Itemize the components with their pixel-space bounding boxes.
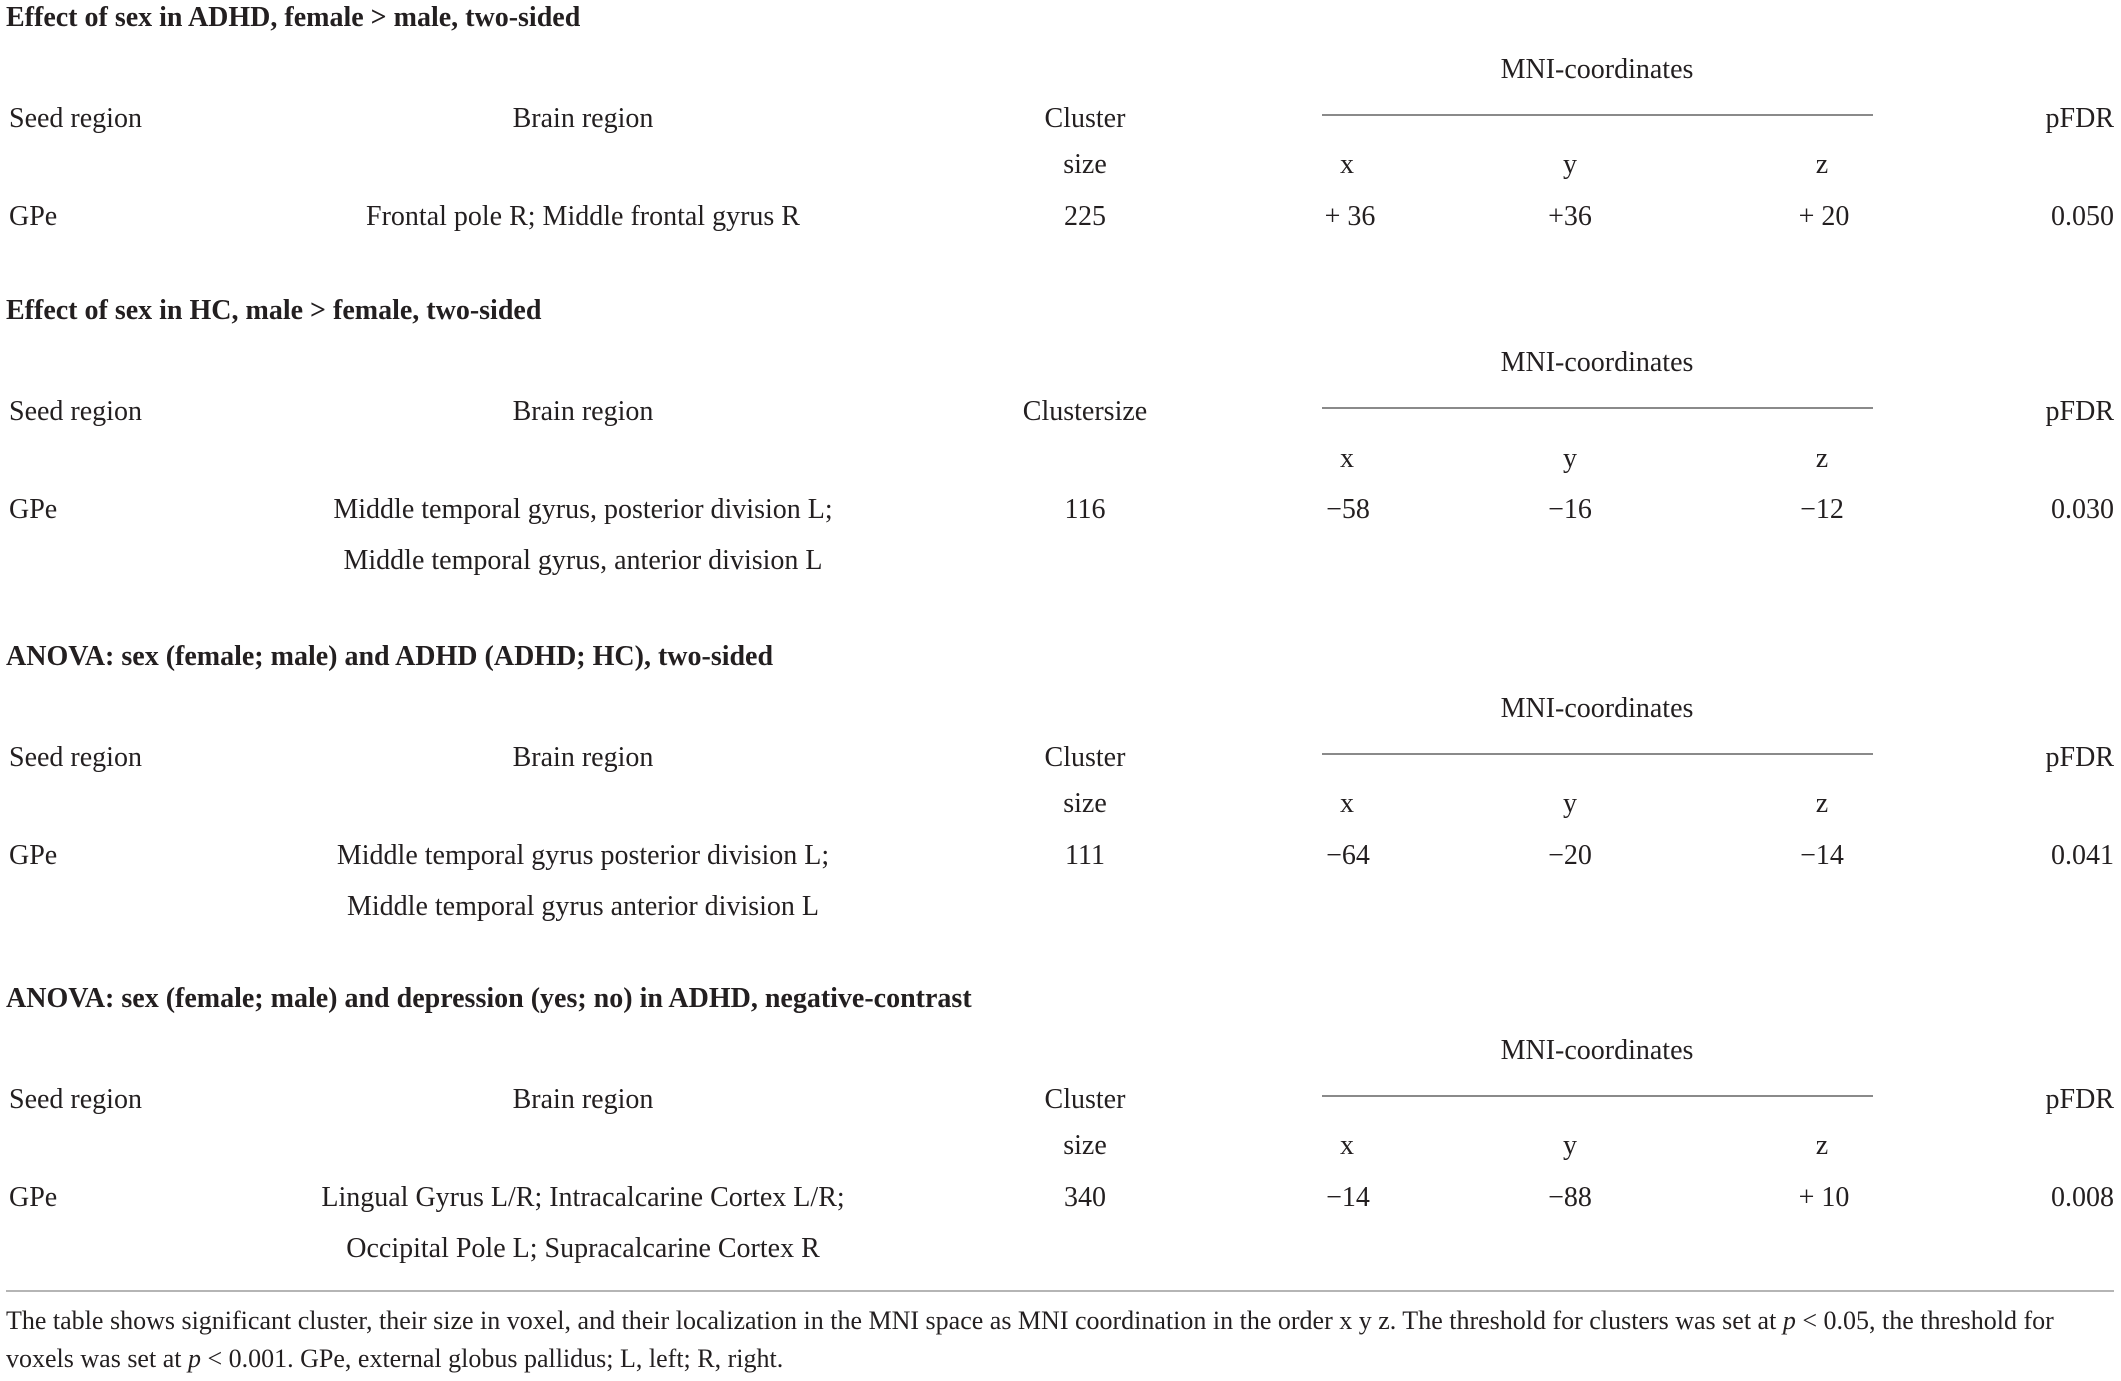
- col-header-cluster-size-line2: size: [1063, 788, 1107, 819]
- cell-pfdr: 0.041: [2051, 840, 2114, 871]
- cell-pfdr: 0.008: [2051, 1182, 2114, 1213]
- col-header-z: z: [1815, 443, 1829, 474]
- col-header-x: x: [1340, 443, 1354, 474]
- col-header-cluster-size: Cluster: [1044, 103, 1126, 134]
- footnote-p-symbol: p: [1782, 1306, 1796, 1335]
- col-header-x: x: [1340, 1130, 1354, 1161]
- cell-seed-region: GPe: [9, 494, 58, 525]
- col-header-x: x: [1340, 149, 1354, 180]
- col-header-pfdr: pFDR: [2045, 1084, 2114, 1115]
- cell-brain-region: Middle temporal gyrus, posterior division L;: [333, 494, 833, 525]
- col-header-brain-region: Brain region: [512, 742, 654, 773]
- cell-y: −20: [1548, 840, 1592, 871]
- col-header-y: y: [1563, 788, 1577, 819]
- col-header-z: z: [1815, 149, 1829, 180]
- cell-seed-region: GPe: [9, 1182, 58, 1213]
- mni-coordinates-header: MNI-coordinates: [1500, 1035, 1694, 1066]
- section-title: Effect of sex in ADHD, female > male, two-sided: [6, 2, 581, 33]
- col-header-pfdr: pFDR: [2045, 742, 2114, 773]
- col-header-z: z: [1815, 788, 1829, 819]
- cell-x: −64: [1326, 840, 1370, 871]
- cell-cluster-size: 225: [1064, 201, 1106, 232]
- footnote-text-1: The table shows significant cluster, their size in voxel, and their localization in the MNI space as MNI coordination in the order x y z. The threshold for clusters was set at: [6, 1306, 1783, 1335]
- cell-y: +36: [1548, 201, 1592, 232]
- footnote-text-3: < 0.001. GPe, external globus pallidus; L, left; R, right.: [200, 1344, 784, 1373]
- cell-x: + 36: [1324, 201, 1376, 232]
- cell-seed-region: GPe: [9, 201, 58, 232]
- col-header-cluster-size-line2: size: [1063, 1130, 1107, 1161]
- section-title: Effect of sex in HC, male > female, two-sided: [6, 295, 542, 326]
- cell-x: −58: [1326, 494, 1370, 525]
- table-footnote: [6, 1302, 2114, 1378]
- table-bottom-rule: [6, 1290, 2114, 1292]
- col-header-y: y: [1563, 443, 1577, 474]
- cell-z: −14: [1800, 840, 1844, 871]
- mni-header-rule: [1322, 753, 1873, 755]
- mni-coordinates-header: MNI-coordinates: [1500, 693, 1694, 724]
- col-header-seed-region: Seed region: [9, 103, 142, 134]
- mni-header-rule: [1322, 1095, 1873, 1097]
- cell-brain-region: Lingual Gyrus L/R; Intracalcarine Cortex L/R;: [321, 1182, 845, 1213]
- col-header-cluster-size-line2: size: [1063, 149, 1107, 180]
- cell-y: −16: [1548, 494, 1592, 525]
- mni-header-rule: [1322, 114, 1873, 116]
- cell-brain-region-line2: Middle temporal gyrus, anterior division L: [343, 545, 823, 576]
- col-header-cluster-size: Clustersize: [1022, 396, 1148, 427]
- cell-z: + 10: [1798, 1182, 1850, 1213]
- cell-brain-region-line2: Occipital Pole L; Supracalcarine Cortex R: [346, 1233, 820, 1264]
- cell-x: −14: [1326, 1182, 1370, 1213]
- col-header-brain-region: Brain region: [512, 1084, 654, 1115]
- section-title: ANOVA: sex (female; male) and depression (yes; no) in ADHD, negative-contrast: [6, 983, 972, 1014]
- cell-pfdr: 0.050: [2051, 201, 2114, 232]
- col-header-seed-region: Seed region: [9, 742, 142, 773]
- col-header-brain-region: Brain region: [512, 396, 654, 427]
- col-header-pfdr: pFDR: [2045, 396, 2114, 427]
- col-header-seed-region: Seed region: [9, 1084, 142, 1115]
- col-header-x: x: [1340, 788, 1354, 819]
- footnote-p-symbol: p: [187, 1344, 201, 1373]
- cell-cluster-size: 116: [1064, 494, 1106, 525]
- col-header-brain-region: Brain region: [512, 103, 654, 134]
- mni-coordinates-header: MNI-coordinates: [1500, 347, 1694, 378]
- cell-z: −12: [1800, 494, 1844, 525]
- col-header-y: y: [1563, 1130, 1577, 1161]
- cell-cluster-size: 111: [1065, 840, 1105, 871]
- cell-brain-region: Frontal pole R; Middle frontal gyrus R: [366, 201, 800, 232]
- col-header-y: y: [1563, 149, 1577, 180]
- cell-pfdr: 0.030: [2051, 494, 2114, 525]
- cell-y: −88: [1548, 1182, 1592, 1213]
- cell-z: + 20: [1798, 201, 1850, 232]
- col-header-pfdr: pFDR: [2045, 103, 2114, 134]
- col-header-seed-region: Seed region: [9, 396, 142, 427]
- col-header-cluster-size: Cluster: [1044, 742, 1126, 773]
- footnote-text-2: < 0.05, the threshold for voxels was set at: [6, 1306, 2054, 1373]
- cell-brain-region: Middle temporal gyrus posterior division L;: [336, 840, 830, 871]
- section-title: ANOVA: sex (female; male) and ADHD (ADHD; HC), two-sided: [6, 641, 774, 672]
- mni-coordinates-header: MNI-coordinates: [1500, 54, 1694, 85]
- cell-seed-region: GPe: [9, 840, 58, 871]
- mni-header-rule: [1322, 407, 1873, 409]
- cell-brain-region-line2: Middle temporal gyrus anterior division L: [346, 891, 820, 922]
- col-header-cluster-size: Cluster: [1044, 1084, 1126, 1115]
- cell-cluster-size: 340: [1064, 1182, 1106, 1213]
- col-header-z: z: [1815, 1130, 1829, 1161]
